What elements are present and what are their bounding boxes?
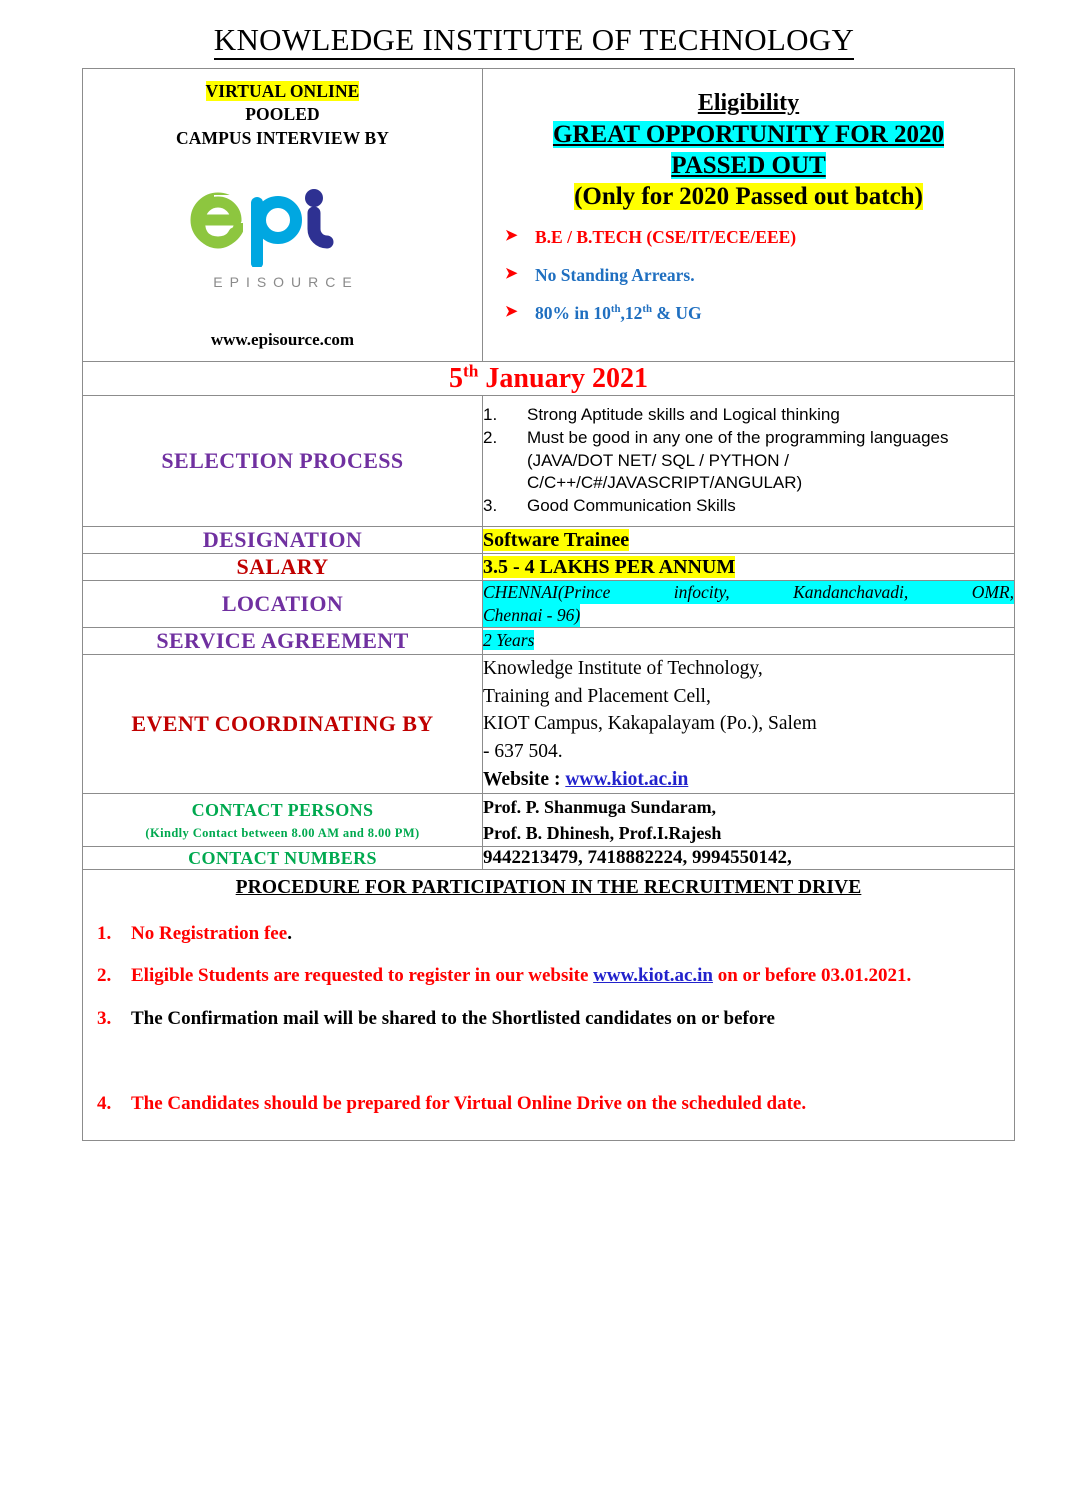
eligibility-item-text: No Standing Arrears. — [535, 264, 695, 285]
designation-label: DESIGNATION — [83, 527, 483, 554]
episource-logo — [83, 180, 482, 300]
procedure-item-pre: Eligible Students are requested to register in our website — [131, 965, 594, 987]
event-coordinating-value — [483, 654, 1015, 793]
arrow-bullet-icon: ➤ — [505, 265, 518, 282]
procedure-item — [83, 1091, 1014, 1118]
eligibility-subtitle-text: (Only for 2020 Passed out batch) — [574, 182, 923, 210]
virtual-online-label — [83, 80, 482, 103]
procedure-item-text — [131, 921, 1014, 948]
eligibility-banner — [483, 119, 1014, 181]
table-row-contact-numbers — [83, 847, 1015, 870]
eligibility-item — [505, 265, 1014, 286]
arrow-bullet-icon: ➤ — [505, 227, 518, 244]
pooled-label: POOLED — [245, 104, 320, 125]
episource-logo-mark — [185, 189, 381, 267]
arrow-bullet-icon: ➤ — [505, 303, 518, 320]
contact-persons-sublabel: (Kindly Contact between 8.00 AM and 8.00 PM) — [145, 825, 420, 840]
procedure-item-number: 2. — [97, 965, 112, 987]
selection-process-item-number: 1. — [483, 404, 498, 424]
table-row-procedure — [83, 870, 1015, 1141]
website-line — [483, 766, 1014, 794]
selection-process-item-number: 2. — [483, 428, 498, 448]
selection-process-label: SELECTION PROCESS — [83, 396, 483, 527]
event-coordinating-label: EVENT COORDINATING BY — [83, 654, 483, 793]
table-row-event-coordinating — [83, 654, 1015, 793]
kiot-website-link[interactable]: www.kiot.ac.in — [565, 768, 689, 790]
selection-process-item-text: Good Communication Skills — [527, 496, 736, 516]
location-label: LOCATION — [83, 581, 483, 628]
table-row-salary — [83, 554, 1015, 581]
contact-numbers-label: CONTACT NUMBERS — [83, 847, 483, 870]
selection-process-item — [483, 404, 1014, 426]
location-value — [483, 581, 1015, 628]
salary-label: SALARY — [83, 554, 483, 581]
selection-process-item-number: 3. — [483, 496, 498, 516]
procedure-item-number: 4. — [97, 1093, 112, 1115]
selection-process-value — [483, 396, 1015, 527]
procedure-item-pre: No Registration fee — [131, 922, 288, 944]
selection-process-item — [483, 427, 1014, 494]
procedure-item-tail: on or before 03.01.2021. — [712, 965, 912, 987]
drive-date-text: 5th January 2021 — [448, 362, 648, 395]
service-agreement-value-text: 2 Years — [483, 630, 535, 651]
procedure-item — [83, 1006, 1014, 1033]
table-row-contact-persons — [83, 794, 1015, 847]
contact-persons-label: CONTACT PERSONS — [191, 799, 374, 820]
eligibility-heading-text: Eligibility — [697, 89, 800, 116]
eligibility-criteria-list — [483, 227, 1014, 324]
procedure-item — [83, 963, 1014, 990]
designation-value-text: Software Trainee — [483, 528, 630, 551]
procedure-kiot-website-link[interactable]: www.kiot.ac.in — [593, 965, 713, 987]
procedure-item-number: 1. — [97, 922, 112, 944]
procedure-cell — [83, 870, 1015, 1141]
procedure-item-number: 3. — [97, 1008, 112, 1030]
procedure-item — [83, 921, 1014, 948]
selection-process-item — [483, 495, 1014, 517]
company-panel-cell — [83, 69, 483, 362]
contact-person-line-2: Prof. B. Dhinesh, Prof.I.Rajesh — [483, 823, 722, 844]
episource-wordmark: EPISOURCE — [213, 274, 359, 291]
table-row-designation — [83, 527, 1015, 554]
table-row-company-eligibility — [83, 69, 1015, 362]
address-line-2: Training and Placement Cell, — [483, 685, 711, 707]
address-line-4: - 637 504. — [483, 740, 563, 762]
contact-person-line-1: Prof. P. Shanmuga Sundaram, — [483, 797, 717, 818]
salary-value — [483, 554, 1015, 581]
eligibility-cell — [483, 69, 1015, 362]
address-line-3: KIOT Campus, Kakapalayam (Po.), Salem — [483, 713, 817, 735]
eligibility-banner-line2: PASSED OUT — [671, 151, 826, 179]
table-row-service-agreement — [83, 627, 1015, 654]
recruitment-flyer-table — [82, 68, 1015, 1141]
procedure-item-text: The Candidates should be prepared for Virtual Online Drive on the scheduled date. — [131, 1093, 807, 1115]
designation-value — [483, 527, 1015, 554]
location-value-line1: CHENNAI(Prince infocity, Kandanchavadi, OMR, — [483, 582, 1014, 603]
contact-persons-value — [483, 794, 1015, 847]
campus-interview-label: CAMPUS INTERVIEW BY — [176, 127, 389, 148]
procedure-heading — [83, 877, 1014, 899]
website-label: Website : — [483, 768, 566, 790]
selection-process-item-text: Strong Aptitude skills and Logical thinking — [527, 404, 840, 424]
service-agreement-value — [483, 627, 1015, 654]
episource-website: www.episource.com — [210, 329, 355, 349]
procedure-item-text: The Confirmation mail will be shared to the Shortlisted candidates on or before — [131, 1008, 775, 1030]
eligibility-item — [505, 227, 1014, 248]
eligibility-banner-line1: GREAT OPPORTUNITY FOR 2020 — [552, 120, 945, 148]
eligibility-item-text: 80% in 10th,12th & UG — [535, 302, 702, 323]
procedure-heading-text: PROCEDURE FOR PARTICIPATION IN THE RECRUITMENT DRIVE — [235, 876, 862, 898]
virtual-online-text: VIRTUAL ONLINE — [205, 81, 360, 102]
contact-persons-label-cell — [83, 794, 483, 847]
procedure-item-text — [131, 963, 1014, 990]
eligibility-item — [505, 303, 1014, 324]
contact-numbers-value: 9442213479, 7418882224, 9994550142, — [483, 847, 1015, 870]
eligibility-heading — [483, 90, 1014, 117]
eligibility-subtitle — [483, 183, 1014, 211]
institute-title-text: KNOWLEDGE INSTITUTE OF TECHNOLOGY — [214, 22, 854, 60]
page-title — [0, 0, 1068, 62]
drive-date-cell — [83, 362, 1015, 396]
address-line-1: Knowledge Institute of Technology, — [483, 657, 763, 679]
procedure-item-post: . — [287, 922, 292, 944]
table-row-location — [83, 581, 1015, 628]
salary-value-text: 3.5 - 4 LAKHS PER ANNUM — [483, 555, 736, 578]
table-row-date — [83, 362, 1015, 396]
selection-process-item-text: Must be good in any one of the programming languages (JAVA/DOT NET/ SQL / PYTHON / C/C++/C#/JAVASCRIPT/ANGULAR) — [527, 428, 949, 493]
service-agreement-label: SERVICE AGREEMENT — [83, 627, 483, 654]
table-row-selection-process — [83, 396, 1015, 527]
location-value-line2: Chennai - 96) — [483, 605, 581, 626]
eligibility-item-text: B.E / B.TECH (CSE/IT/ECE/EEE) — [535, 226, 797, 247]
